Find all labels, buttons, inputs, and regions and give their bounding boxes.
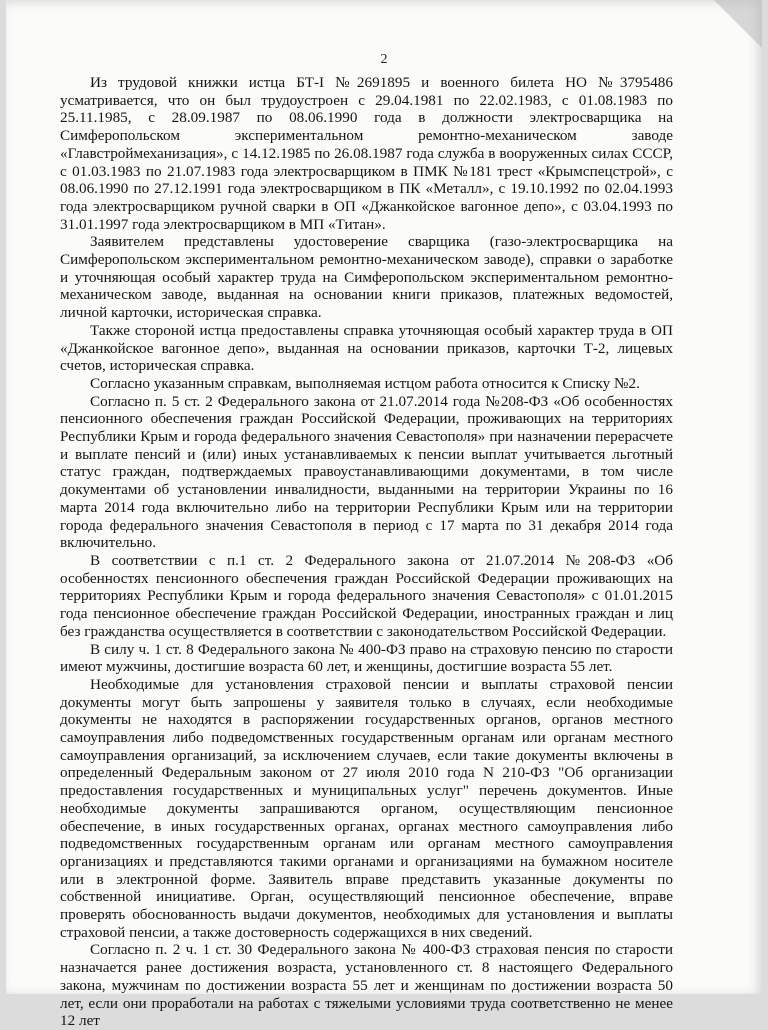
document-body: [60, 74, 673, 1030]
page-number: 2: [380, 52, 388, 67]
paragraph: Также стороной истца предоставлены справка уточняющая особый характер труда в ОП «Джанкойское вагонное депо», выданная на основании приказов, карточки Т-2, лицевых счетов, историческая справка.: [60, 321, 673, 375]
paragraph: Необходимые для установления страховой пенсии и выплаты страховой пенсии документы могут быть запрошены у заявителя только в случаях, если необходимые документы не находятся в распоряжении государственных органов, органов местного самоуправления либо подведомственных государственным органам или органам местного самоуправления организаций, за исключением случаев, если такие документы включены в определенный Федеральным законом от 27 июля 2010 года N 210-ФЗ "Об организации предоставления государственных и муниципальных услуг" перечень документов. Иные необходимые документы запрашиваются органом, осуществляющим пенсионное обеспечение, в иных государственных органах, органах местного самоуправления либо подведомственных государственным органам или органам местного самоуправления организациях и представляются такими органами и организациями на бумажном носителе или в электронной форме. Заявитель вправе представить указанные документы по собственной инициативе. Орган, осуществляющий пенсионное обеспечение, вправе проверять обоснованность выдачи документов, необходимых для установления и выплаты страховой пенсии, а также достоверность содержащихся в них сведений.: [60, 675, 673, 941]
paragraph: Согласно п. 5 ст. 2 Федерального закона от 21.07.2014 года №208-ФЗ «Об особенностях пенсионного обеспечения граждан Российской Федерации, проживающих на территориях Республики Крым и города федерального значения Севастополя» при назначении перерасчете и выплате пенсий и (или) иных устанавливаемых к пенсии выплат учитывается льготный статус граждан, подтверждаемых правоустанавливающими документами, в том числе документами об установлении инвалидности, выданными на территории Украины по 16 марта 2014 года включительно либо на территории Республики Крым или на территории города федерального значения Севастополя в период с 17 марта по 31 декабря 2014 года включительно.: [60, 392, 673, 552]
paragraph: Согласно п. 2 ч. 1 ст. 30 Федерального закона № 400-ФЗ страховая пенсия по старости назначается ранее достижения возраста, установленного ст. 8 настоящего Федерального закона, мужчинам по достижении возраста 55 лет и женщинам по достижении возраста 50 лет, если они проработали на работах с тяжелыми условиями труда соответственно не менее 12 лет: [60, 941, 673, 1030]
paragraph: Согласно указанным справкам, выполняемая истцом работа относится к Списку №2.: [90, 374, 640, 392]
paragraph: В соответствии с п.1 ст. 2 Федерального закона от 21.07.2014 №208-ФЗ «Об особенностях пенсионного обеспечения граждан Российской Федерации проживающих на территориях Республики Крым и города федерального значения Севастополя» с 01.01.2015 года пенсионное обеспечение граждан Российской Федерации, иностранных граждан и лиц без гражданства осуществляется в соответствии с законодательством Российской Федерации.: [60, 551, 673, 640]
paragraph: В силу ч. 1 ст. 8 Федерального закона № 400-ФЗ право на страховую пенсию по старости имеют мужчины, достигшие возраста 60 лет, и женщины, достигшие возраста 55 лет.: [60, 640, 673, 676]
paragraph: Заявителем представлены удостоверение сварщика (газо-электросварщика на Симферопольском экспериментальном ремонтно-механическом заводе), справки о заработке и уточняющая особый характер труда на Симферопольском экспериментальном ремонтно-механическом заводе, выданная на основании книги приказов, платежных ведомостей, личной карточки, историческая справка.: [60, 233, 673, 322]
document-page: [6, 0, 762, 1030]
paragraph: Из трудовой книжки истца БТ-I №2691895 и военного билета НО №3795486 усматривается, что он был трудоустроен с 29.04.1981 по 22.02.1983, с 01.08.1983 по 25.11.1985, с 28.09.1987 по 08.06.1990 года в должности электросварщика на Симферопольском экспериментальном ремонтно-механическом заводе «Главстроймеханизация», с 14.12.1985 по 26.08.1987 года служба в вооруженных силах СССР, с 01.03.1983 по 21.07.1983 года электросварщиком в ПМК №181 трест «Крымспецстрой», с 08.06.1990 по 27.12.1991 года электросварщиком в ПК «Металл», с 19.10.1992 по 02.04.1993 года электросварщиком ручной сварки в ОП «Джанкойское вагонное депо», с 03.04.1993 по 31.01.1997 года электросварщиком в МП «Титан».: [60, 74, 673, 233]
page-corner: [714, 0, 762, 48]
